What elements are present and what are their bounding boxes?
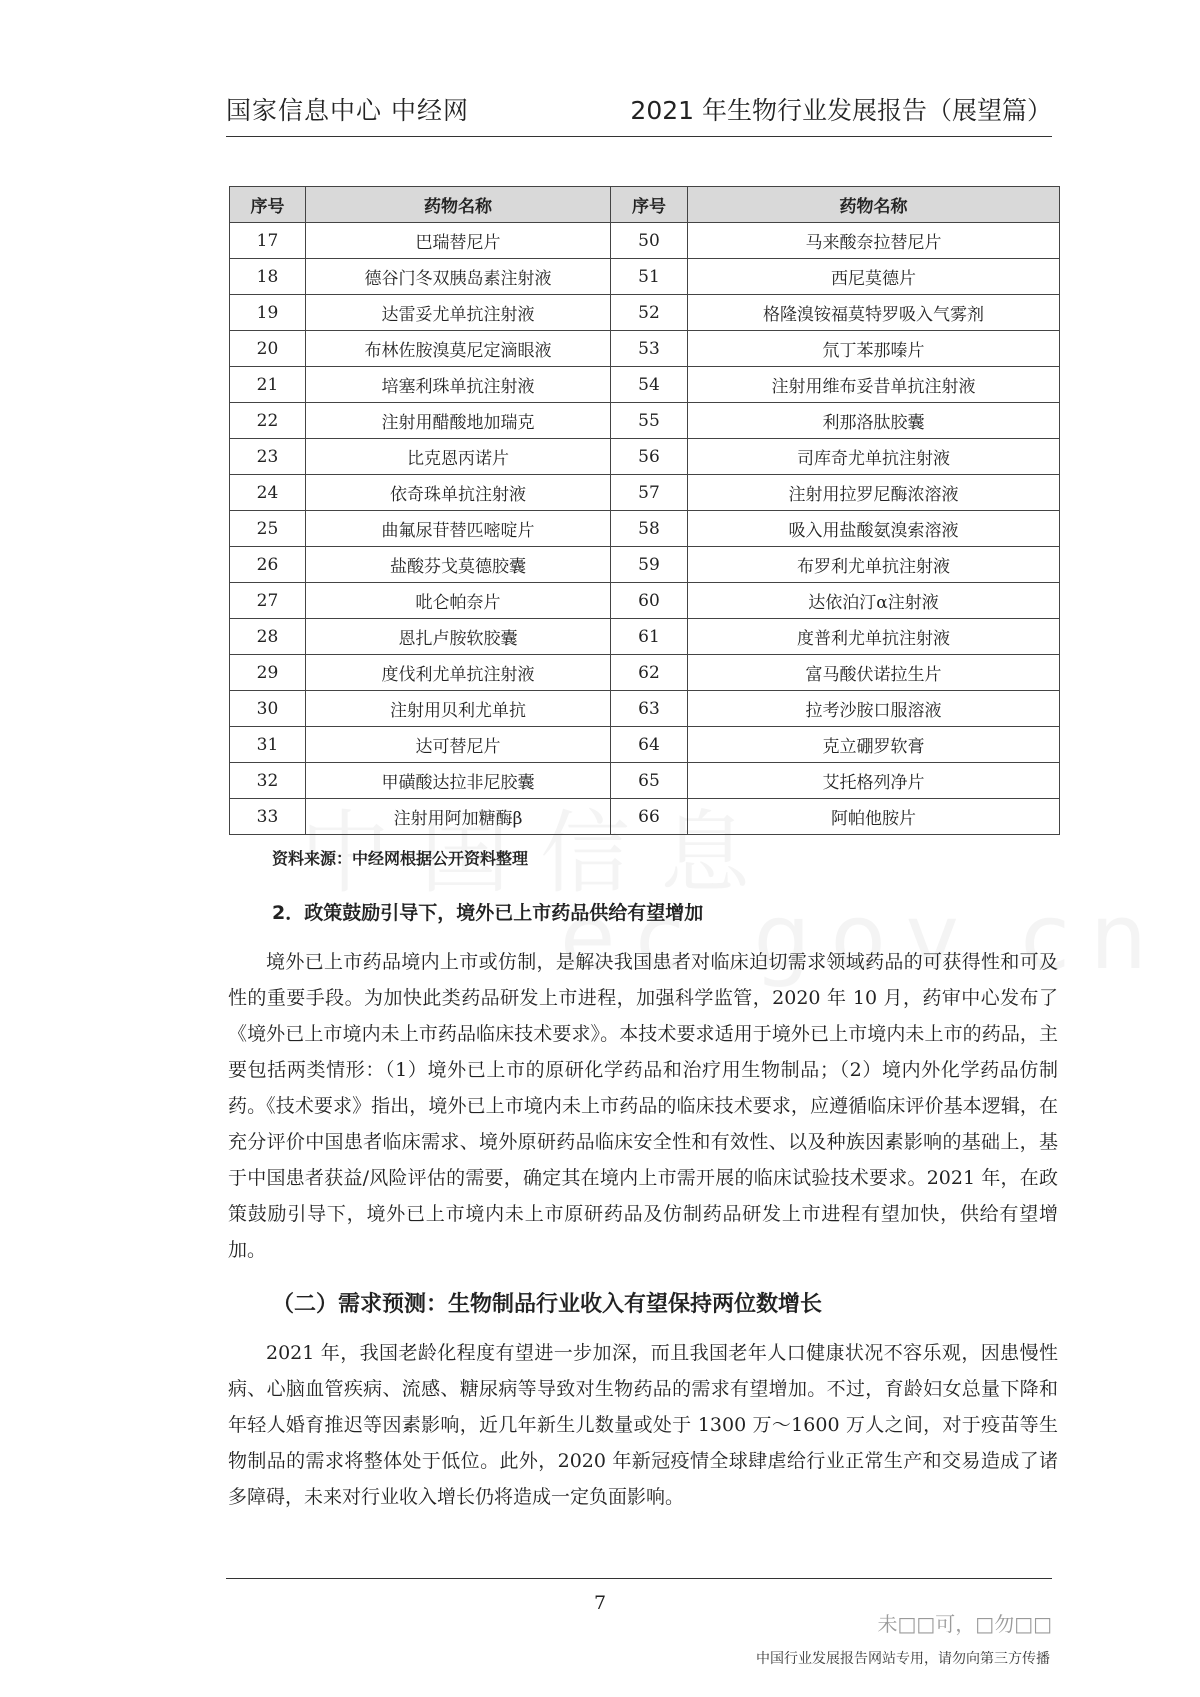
cell-drug-name: 拉考沙胺口服溶液 [688, 691, 1060, 727]
cell-index: 63 [611, 691, 688, 727]
cell-drug-name: 克立硼罗软膏 [688, 727, 1060, 763]
page-number: 7 [593, 1592, 607, 1614]
cell-index: 18 [230, 259, 306, 295]
cell-drug-name: 司库奇尤单抗注射液 [688, 439, 1060, 475]
cell-drug-name: 布罗利尤单抗注射液 [688, 547, 1060, 583]
cell-drug-name: 布林佐胺溴莫尼定滴眼液 [306, 331, 611, 367]
cell-index: 33 [230, 799, 306, 835]
body-paragraph: 2021 年，我国老龄化程度有望进一步加深，而且我国老年人口健康状况不容乐观，因患慢性病、心脑血管疾病、流感、糖尿病等导致对生物药品的需求有望增加。不过，育龄妇女总量下降和年轻人婚育推迟等因素影响，近几年新生儿数量或处于 1300 万～1600 万人之间，对于疫苗等生物制品的需求将整体处于低位。此外，2020 年新冠疫情全球肆虐给行业正常生产和交易造成了诸多障碍，未来对行业收入增长仍将造成一定负面影响。 [228, 1342, 1058, 1508]
cell-drug-name: 利那洛肽胶囊 [688, 403, 1060, 439]
cell-index: 52 [611, 295, 688, 331]
cell-drug-name: 吸入用盐酸氨溴索溶液 [688, 511, 1060, 547]
column-header-index: 序号 [230, 187, 306, 223]
cell-drug-name: 比克恩丙诺片 [306, 439, 611, 475]
table-row [230, 367, 1060, 403]
cell-index: 19 [230, 295, 306, 331]
cell-drug-name: 富马酸伏诺拉生片 [688, 655, 1060, 691]
cell-drug-name: 盐酸芬戈莫德胶囊 [306, 547, 611, 583]
subsection-heading: 2．政策鼓励引导下，境外已上市药品供给有望增加 [272, 902, 704, 924]
body-paragraph: 境外已上市药品境内上市或仿制，是解决我国患者对临床迫切需求领域药品的可获得性和可及性的重要手段。为加快此类药品研发上市进程，加强科学监管，2020 年 10 月，药审中心发布了《境外已上市境内未上市药品临床技术要求》。本技术要求适用于境外已上市境内未上市的药品，主要包括两类情形：（1）境外已上市的原研化学药品和治疗用生物制品；（2）境内外化学药品仿制药。《技术要求》指出，境外已上市境内未上市药品的临床技术要求，应遵循临床评价基本逻辑，在充分评价中国患者临床需求、境外原研药品临床安全性和有效性、以及种族因素影响的基础上，基于中国患者获益/风险评估的需要，确定其在境内上市需开展的临床试验技术要求。2021 年，在政策鼓励引导下，境外已上市境内未上市原研药品及仿制药品研发上市进程有望加快，供给有望增加。 [228, 951, 1059, 1261]
cell-index: 58 [611, 511, 688, 547]
cell-index: 61 [611, 619, 688, 655]
table-row [230, 439, 1060, 475]
cell-index: 51 [611, 259, 688, 295]
cell-drug-name: 注射用贝利尤单抗 [306, 691, 611, 727]
cell-drug-name: 甲磺酸达拉非尼胶囊 [306, 763, 611, 799]
cell-index: 64 [611, 727, 688, 763]
cell-index: 50 [611, 223, 688, 259]
table-row [230, 655, 1060, 691]
table-row [230, 727, 1060, 763]
cell-index: 29 [230, 655, 306, 691]
table-row [230, 475, 1060, 511]
cell-drug-name: 培塞利珠单抗注射液 [306, 367, 611, 403]
drug-list-table [229, 186, 1060, 835]
cell-index: 32 [230, 763, 306, 799]
header-report-title: 2021 年生物行业发展报告（展望篇） [630, 96, 1052, 125]
table-row [230, 619, 1060, 655]
footer-distribution-note: 中国行业发展报告网站专用，请勿向第三方传播 [756, 1651, 1050, 1667]
table-row [230, 223, 1060, 259]
table-row [230, 547, 1060, 583]
cell-drug-name: 注射用醋酸地加瑞克 [306, 403, 611, 439]
cell-index: 60 [611, 583, 688, 619]
footer-watermark-mark: 未□□可，□勿□□ [877, 1612, 1052, 1636]
cell-index: 17 [230, 223, 306, 259]
cell-drug-name: 阿帕他胺片 [688, 799, 1060, 835]
table-row [230, 403, 1060, 439]
cell-index: 55 [611, 403, 688, 439]
cell-drug-name: 德谷门冬双胰岛素注射液 [306, 259, 611, 295]
table-row [230, 583, 1060, 619]
table-row [230, 295, 1060, 331]
table-header-row [230, 187, 1060, 223]
column-header-drug-name: 药物名称 [306, 187, 611, 223]
table-row [230, 511, 1060, 547]
column-header-index: 序号 [611, 187, 688, 223]
table-row [230, 799, 1060, 835]
cell-drug-name: 注射用阿加糖酶β [306, 799, 611, 835]
cell-index: 56 [611, 439, 688, 475]
cell-index: 21 [230, 367, 306, 403]
cell-drug-name: 吡仑帕奈片 [306, 583, 611, 619]
cell-index: 28 [230, 619, 306, 655]
cell-index: 25 [230, 511, 306, 547]
cell-index: 53 [611, 331, 688, 367]
cell-drug-name: 度伐利尤单抗注射液 [306, 655, 611, 691]
cell-drug-name: 依奇珠单抗注射液 [306, 475, 611, 511]
cell-index: 66 [611, 799, 688, 835]
cell-index: 62 [611, 655, 688, 691]
column-header-drug-name: 药物名称 [688, 187, 1060, 223]
cell-drug-name: 达依泊汀α注射液 [688, 583, 1060, 619]
cell-drug-name: 西尼莫德片 [688, 259, 1060, 295]
cell-index: 26 [230, 547, 306, 583]
cell-index: 20 [230, 331, 306, 367]
table-source-note: 资料来源：中经网根据公开资料整理 [272, 849, 529, 868]
cell-drug-name: 马来酸奈拉替尼片 [688, 223, 1060, 259]
header-divider [226, 136, 1052, 137]
cell-drug-name: 恩扎卢胺软胶囊 [306, 619, 611, 655]
table-row [230, 691, 1060, 727]
cell-index: 54 [611, 367, 688, 403]
cell-drug-name: 注射用拉罗尼酶浓溶液 [688, 475, 1060, 511]
table-row [230, 331, 1060, 367]
cell-drug-name: 达可替尼片 [306, 727, 611, 763]
cell-drug-name: 达雷妥尤单抗注射液 [306, 295, 611, 331]
cell-drug-name: 氘丁苯那嗪片 [688, 331, 1060, 367]
cell-drug-name: 巴瑞替尼片 [306, 223, 611, 259]
cell-drug-name: 度普利尤单抗注射液 [688, 619, 1060, 655]
cell-index: 22 [230, 403, 306, 439]
cell-drug-name: 格隆溴铵福莫特罗吸入气雾剂 [688, 295, 1060, 331]
cell-index: 30 [230, 691, 306, 727]
header-publisher: 国家信息中心 中经网 [226, 96, 469, 125]
section-heading: （二）需求预测：生物制品行业收入有望保持两位数增长 [272, 1292, 823, 1317]
cell-index: 23 [230, 439, 306, 475]
cell-index: 65 [611, 763, 688, 799]
cell-drug-name: 曲氟尿苷替匹嘧啶片 [306, 511, 611, 547]
cell-index: 57 [611, 475, 688, 511]
cell-drug-name: 艾托格列净片 [688, 763, 1060, 799]
table-row [230, 763, 1060, 799]
cell-drug-name: 注射用维布妥昔单抗注射液 [688, 367, 1060, 403]
cell-index: 31 [230, 727, 306, 763]
footer-divider [226, 1578, 1052, 1579]
cell-index: 24 [230, 475, 306, 511]
cell-index: 27 [230, 583, 306, 619]
table-row [230, 259, 1060, 295]
cell-index: 59 [611, 547, 688, 583]
